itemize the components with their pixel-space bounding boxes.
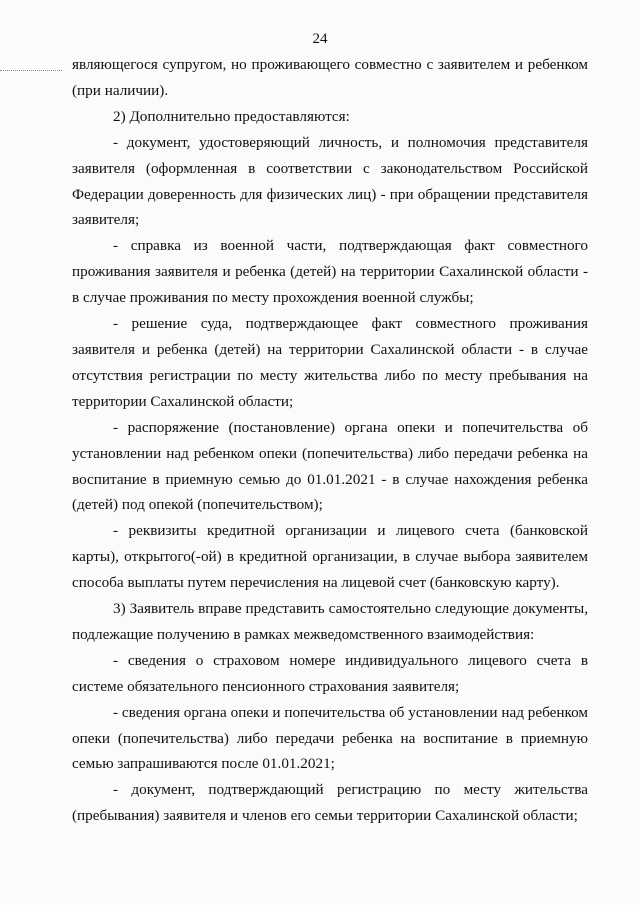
document-body — [72, 52, 588, 829]
list-item-registration-document: - документ, подтверждающий регистрацию по месту жительства (пребывания) заявителя и членов его семьи территории Сахалинской области; — [72, 781, 588, 825]
page-number: 24 — [312, 31, 328, 47]
margin-mark — [0, 70, 62, 72]
paragraph-optional-docs-heading: 3) Заявитель вправе представить самостоятельно следующие документы, подлежащие получению в рамках межведомственного взаимодействия: — [72, 600, 588, 643]
list-item-guardianship-order: - распоряжение (постановление) органа опеки и попечительства об установлении над ребенком опеки (попечительства) либо передачи ребенка на воспитание в приемную семью до 01.01.2021 - в случае нахождения ребенка (детей) под опекой (попечительством); — [72, 418, 588, 514]
list-item-insurance-number: - сведения о страховом номере индивидуального лицевого счета в системе обязательного пенсионного страхования заявителя; — [72, 651, 588, 695]
list-item-military-certificate: - справка из военной части, подтверждающая факт совместного проживания заявителя и ребенка (детей) на территории Сахалинской области - в случае проживания по месту прохождения военной службы; — [72, 237, 588, 307]
list-item-bank-details: - реквизиты кредитной организации и лицевого счета (банковской карты), открытого(-ой) в кредитной организации, в случае выбора заявителем способа выплаты путем перечисления на лицевой счет (банковскую карту). — [72, 522, 588, 592]
list-item-court-decision: - решение суда, подтверждающее факт совместного проживания заявителя и ребенка (детей) на территории Сахалинской области - в случае отсутствия регистрации по месту жительства либо по месту пребывания на территории Сахалинской области; — [72, 315, 588, 410]
list-item-guardianship-info: - сведения органа опеки и попечительства об установлении над ребенком опеки (попечительства) либо передачи ребенка на воспитание в приемную семью запрашиваются после 01.01.2021; — [72, 703, 588, 773]
list-item-representative-document: - документ, удостоверяющий личность, и полномочия представителя заявителя (оформленная в соответствии с законодательством Российской Федерации доверенность для физических лиц) - при обращении представителя заявителя; — [72, 133, 588, 229]
paragraph-continuation: являющегося супругом, но проживающего совместно с заявителем и ребенком (при наличии). — [72, 56, 588, 99]
paragraph-additional-docs-heading: 2) Дополнительно предоставляются: — [113, 107, 350, 125]
